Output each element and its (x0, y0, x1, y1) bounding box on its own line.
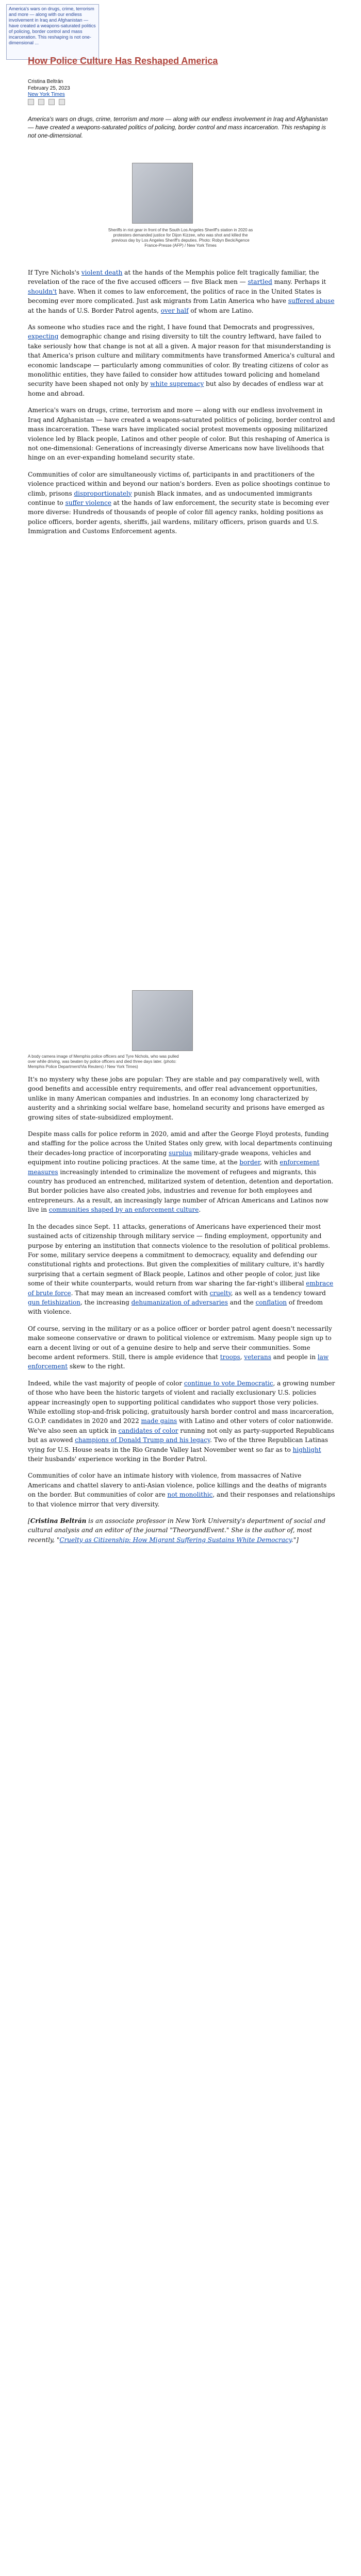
inline-link[interactable]: suffer violence (65, 499, 111, 506)
paragraph: America's wars on drugs, crime, terrorism and more — along with our endless involvement in Iraq and Afghanistan — have created a weapons-saturated politics of policing, border control and mass incarceration. These wars have implicated social protest movements opposing militarized violence led by Black people, Latinos and other people of color. But this reshaping of America is not one-dimensional: Generations of increasingly diverse Americans now have livelihoods that hinge on an ever-expanding homeland security state. (28, 406, 335, 462)
inline-link[interactable]: made gains (141, 1417, 177, 1425)
article-body-part1 (28, 268, 335, 544)
inline-link[interactable]: troops (220, 1353, 240, 1361)
inline-link[interactable]: suffered abuse (288, 297, 335, 305)
print-share-icon[interactable] (59, 99, 65, 105)
email-share-icon[interactable] (48, 99, 55, 105)
inline-link[interactable]: enforcement measures (28, 1159, 320, 1176)
inline-link[interactable]: highlight (292, 1446, 321, 1453)
paragraph: If Tyre Nichols's violent death at the hands of the Memphis police felt tragically familiar, the revelation of the race of the five accused officers — five Black men — startled many. Perhaps it shouldn't have. When it comes to law enforcement, the politics of race in the United States is becoming ever more complicated. Just ask migrants from Latin America who have suffered abuse at the hands of U.S. Border Patrol agents, over half of whom are Latino. (28, 269, 335, 314)
paragraph: In the decades since Sept. 11 attacks, generations of Americans have experienced their most sustained acts of citizenship through military service — finding employment, opportunity and purpose by entering an institution that connects violence to the resolution of political problems. For some, military service deepens a commitment to democracy, equality and defending our constitutional rights and protections. But given the complexities of military culture, it's hardly surprising that a certain segment of Black people, Latinos and other people of color, just like some of their white counterparts, would return from war sharing the far-right's illiberal embrace of brute force. That may mean an increased comfort with cruelty, as well as a tendency toward gun fetishization, the increasing dehumanization of adversaries and the conflation of freedom with violence. (28, 1223, 334, 1316)
author-name: Cristina Beltrán (28, 79, 63, 84)
article-dek: America's wars on drugs, crime, terrorism and more — along with our endless involvement in Iraq and Afghanistan — have created a weapons-saturated politics of policing, border control and mass incarceration. This reshaping is not one-dimensional. (28, 116, 328, 139)
publication-link[interactable]: New York Times (28, 92, 65, 97)
inline-link[interactable]: conflation (255, 1298, 287, 1306)
facebook-share-icon[interactable] (28, 99, 34, 105)
inline-link[interactable]: border (239, 1159, 260, 1166)
inline-link[interactable]: not monolithic (167, 1491, 213, 1499)
inline-link[interactable]: white supremacy (150, 380, 204, 388)
article-photo-sheriffs (132, 163, 193, 224)
photo-caption: A body camera image of Memphis police officers and Tyre Nichols, who was pulled over while driving, was beaten by police officers and died three days later. (photo: Memphis Police Department/Via Reuters) / New York Times) (28, 1054, 179, 1069)
inline-link[interactable]: embrace of brute force (28, 1280, 334, 1297)
paragraph: Communities of color have an intimate history with violence, from massacres of Native Americans and chattel slavery to anti-Asian violence, police killings and the deaths of migrants on the border. But communities of color are not monolithic, and their responses and relationships to that violence mirror that very diversity. (28, 1472, 335, 1508)
paragraph: Communities of color are simultaneously victims of, participants in and practitioners of the violence practiced within and beyond our nation's borders. Even as police shootings continue to climb, prisons disproportionately punish Black inmates, and as undocumented immigrants continue to suffer violence at the hands of law enforcement, the security state is becoming ever more diverse: Hundreds of thousands of people of color fill agency ranks, holding positions as police officers, border agents, sheriffs, jail wardens, military officers, prison guards and U.S. Immigration and Customs Enforcement agents. (28, 470, 330, 535)
inline-link[interactable]: shouldn't (28, 287, 57, 295)
inline-link[interactable]: over half (160, 307, 189, 314)
inline-link[interactable]: expecting (28, 333, 59, 341)
inline-link[interactable]: candidates of color (118, 1427, 178, 1434)
author-bio: [Cristina Beltrán is an associate professor in New York University's department of social and cultural analysis and an editor of the journal "TheoryandEvent." She is the author of, most recently, "Cruelty as Citizenship: How Migrant Suffering Sustains White Democracy."] (28, 1517, 326, 1544)
photo-caption: Sheriffs in riot gear in front of the South Los Angeles Sheriff's station in 2020 as protesters demanded justice for Dijon Kizzee, who was shot and killed the previous day by Los Angeles Sheriff's deputies. Photo: Robyn Beck/Agence France-Presse (AFP) / New York Times (108, 228, 253, 248)
inline-link[interactable]: startled (248, 278, 272, 286)
share-icons (28, 99, 335, 105)
inline-link[interactable]: continue to vote Democratic (184, 1379, 273, 1387)
article-meta (28, 79, 335, 98)
article-photo-bodycam (132, 990, 193, 1051)
inline-link[interactable]: champions of Donald Trump and his legacy (75, 1436, 210, 1444)
inline-link[interactable]: surplus (168, 1149, 192, 1157)
paragraph: Despite mass calls for police reform in 2020, amid and after the George Floyd protests, funding and staffing for the police across the United States only grew, with local departments continuing their decades-long practice of incorporating surplus military-grade weapons, vehicles and equipment into routine policing practices. At the same time, at the border, with enforcement measures increasingly intended to criminalize the movement of refugees and migrants, this country has produced an entrenched, militarized system of detention, detention and deportation. But border policies have also created jobs, industries and revenue for both employees and entrepreneurs. As a result, an increasingly large number of African Americans and Latinos now live in communities shaped by an enforcement culture. (28, 1130, 334, 1214)
inline-link[interactable]: disproportionately (74, 489, 132, 497)
inline-link[interactable]: cruelty (209, 1289, 231, 1297)
twitter-share-icon[interactable] (38, 99, 44, 105)
book-link[interactable]: Cruelty as Citizenship: How Migrant Suffering Sustains White Democracy (59, 1536, 291, 1544)
inline-link[interactable]: gun fetishization (28, 1298, 80, 1306)
bio-name: Cristina Beltrán (30, 1517, 87, 1525)
inline-link[interactable]: veterans (244, 1353, 271, 1361)
inline-link[interactable]: communities shaped by an enforcement culture (48, 1206, 199, 1214)
article-body-part2 (28, 1075, 335, 1552)
paragraph: Indeed, while the vast majority of people of color continue to vote Democratic, a growing number of those who have been the historic targets of violent and racially exclusionary U.S. policies appear increasingly open to supporting political candidates who support those very policies. While extolling stop-and-frisk policing, gratuitously harsh border control and mass incarceration, G.O.P. candidates in 2020 and 2022 made gains with Latino and other voters of color nationwide. We've also seen an uptick in candidates of color running not only as party-supported Republicans but as avowed champions of Donald Trump and his legacy. Two of the three Republican Latinas vying for U.S. House seats in the Rio Grande Valley last November went so far as to highlight their husbands' experience working in the Border Patrol. (28, 1379, 335, 1463)
article-headline[interactable]: How Police Culture Has Reshaped America (28, 56, 218, 66)
header-banner-image[interactable]: America's wars on drugs, crime, terrorism and more — along with our endless involvement in Iraq and Afghanistan — have created a weapons-saturated politics of policing, border control and mass incarceration. This reshaping is not one-dimensional ... (6, 4, 99, 60)
paragraph: As someone who studies race and the right, I have found that Democrats and progressives, expecting demographic change and rising diversity to tilt the country leftward, have failed to take seriously how that change is not at all a given. A major reason for that misunderstanding is that America's prison culture and military commitments have transformed America's cultural and economic landscape — particularly among communities of color. By treating citizens of color as monolithic entities, they have failed to consider how attitudes toward policing and homeland security have been shaped not only by white supremacy but also by decades of endless war at home and abroad. (28, 324, 335, 397)
inline-link[interactable]: dehumanization of adversaries (131, 1298, 228, 1306)
inline-link[interactable]: law enforcement (28, 1353, 329, 1370)
paragraph: Of course, serving in the military or as a police officer or border patrol agent doesn't necessarily make someone conservative or drawn to political violence or extremism. Many people sign up to earn a decent living or out of a genuine desire to help and serve their communities. Some become ardent reformers. Still, there is ample evidence that troops, veterans and people in law enforcement skew to the right. (28, 1325, 332, 1370)
publish-date: February 25, 2023 (28, 85, 70, 91)
inline-link[interactable]: violent death (81, 269, 123, 276)
paragraph: It's no mystery why these jobs are popular: They are stable and pay comparatively well, with good benefits and accessible entry requirements, and offer real advancement opportunities, unlike in many American companies and industries. In an economy long characterized by austerity and a shrinking social welfare base, homeland security and prisons have emerged as growing sites of state-subsidized employment. (28, 1076, 325, 1121)
